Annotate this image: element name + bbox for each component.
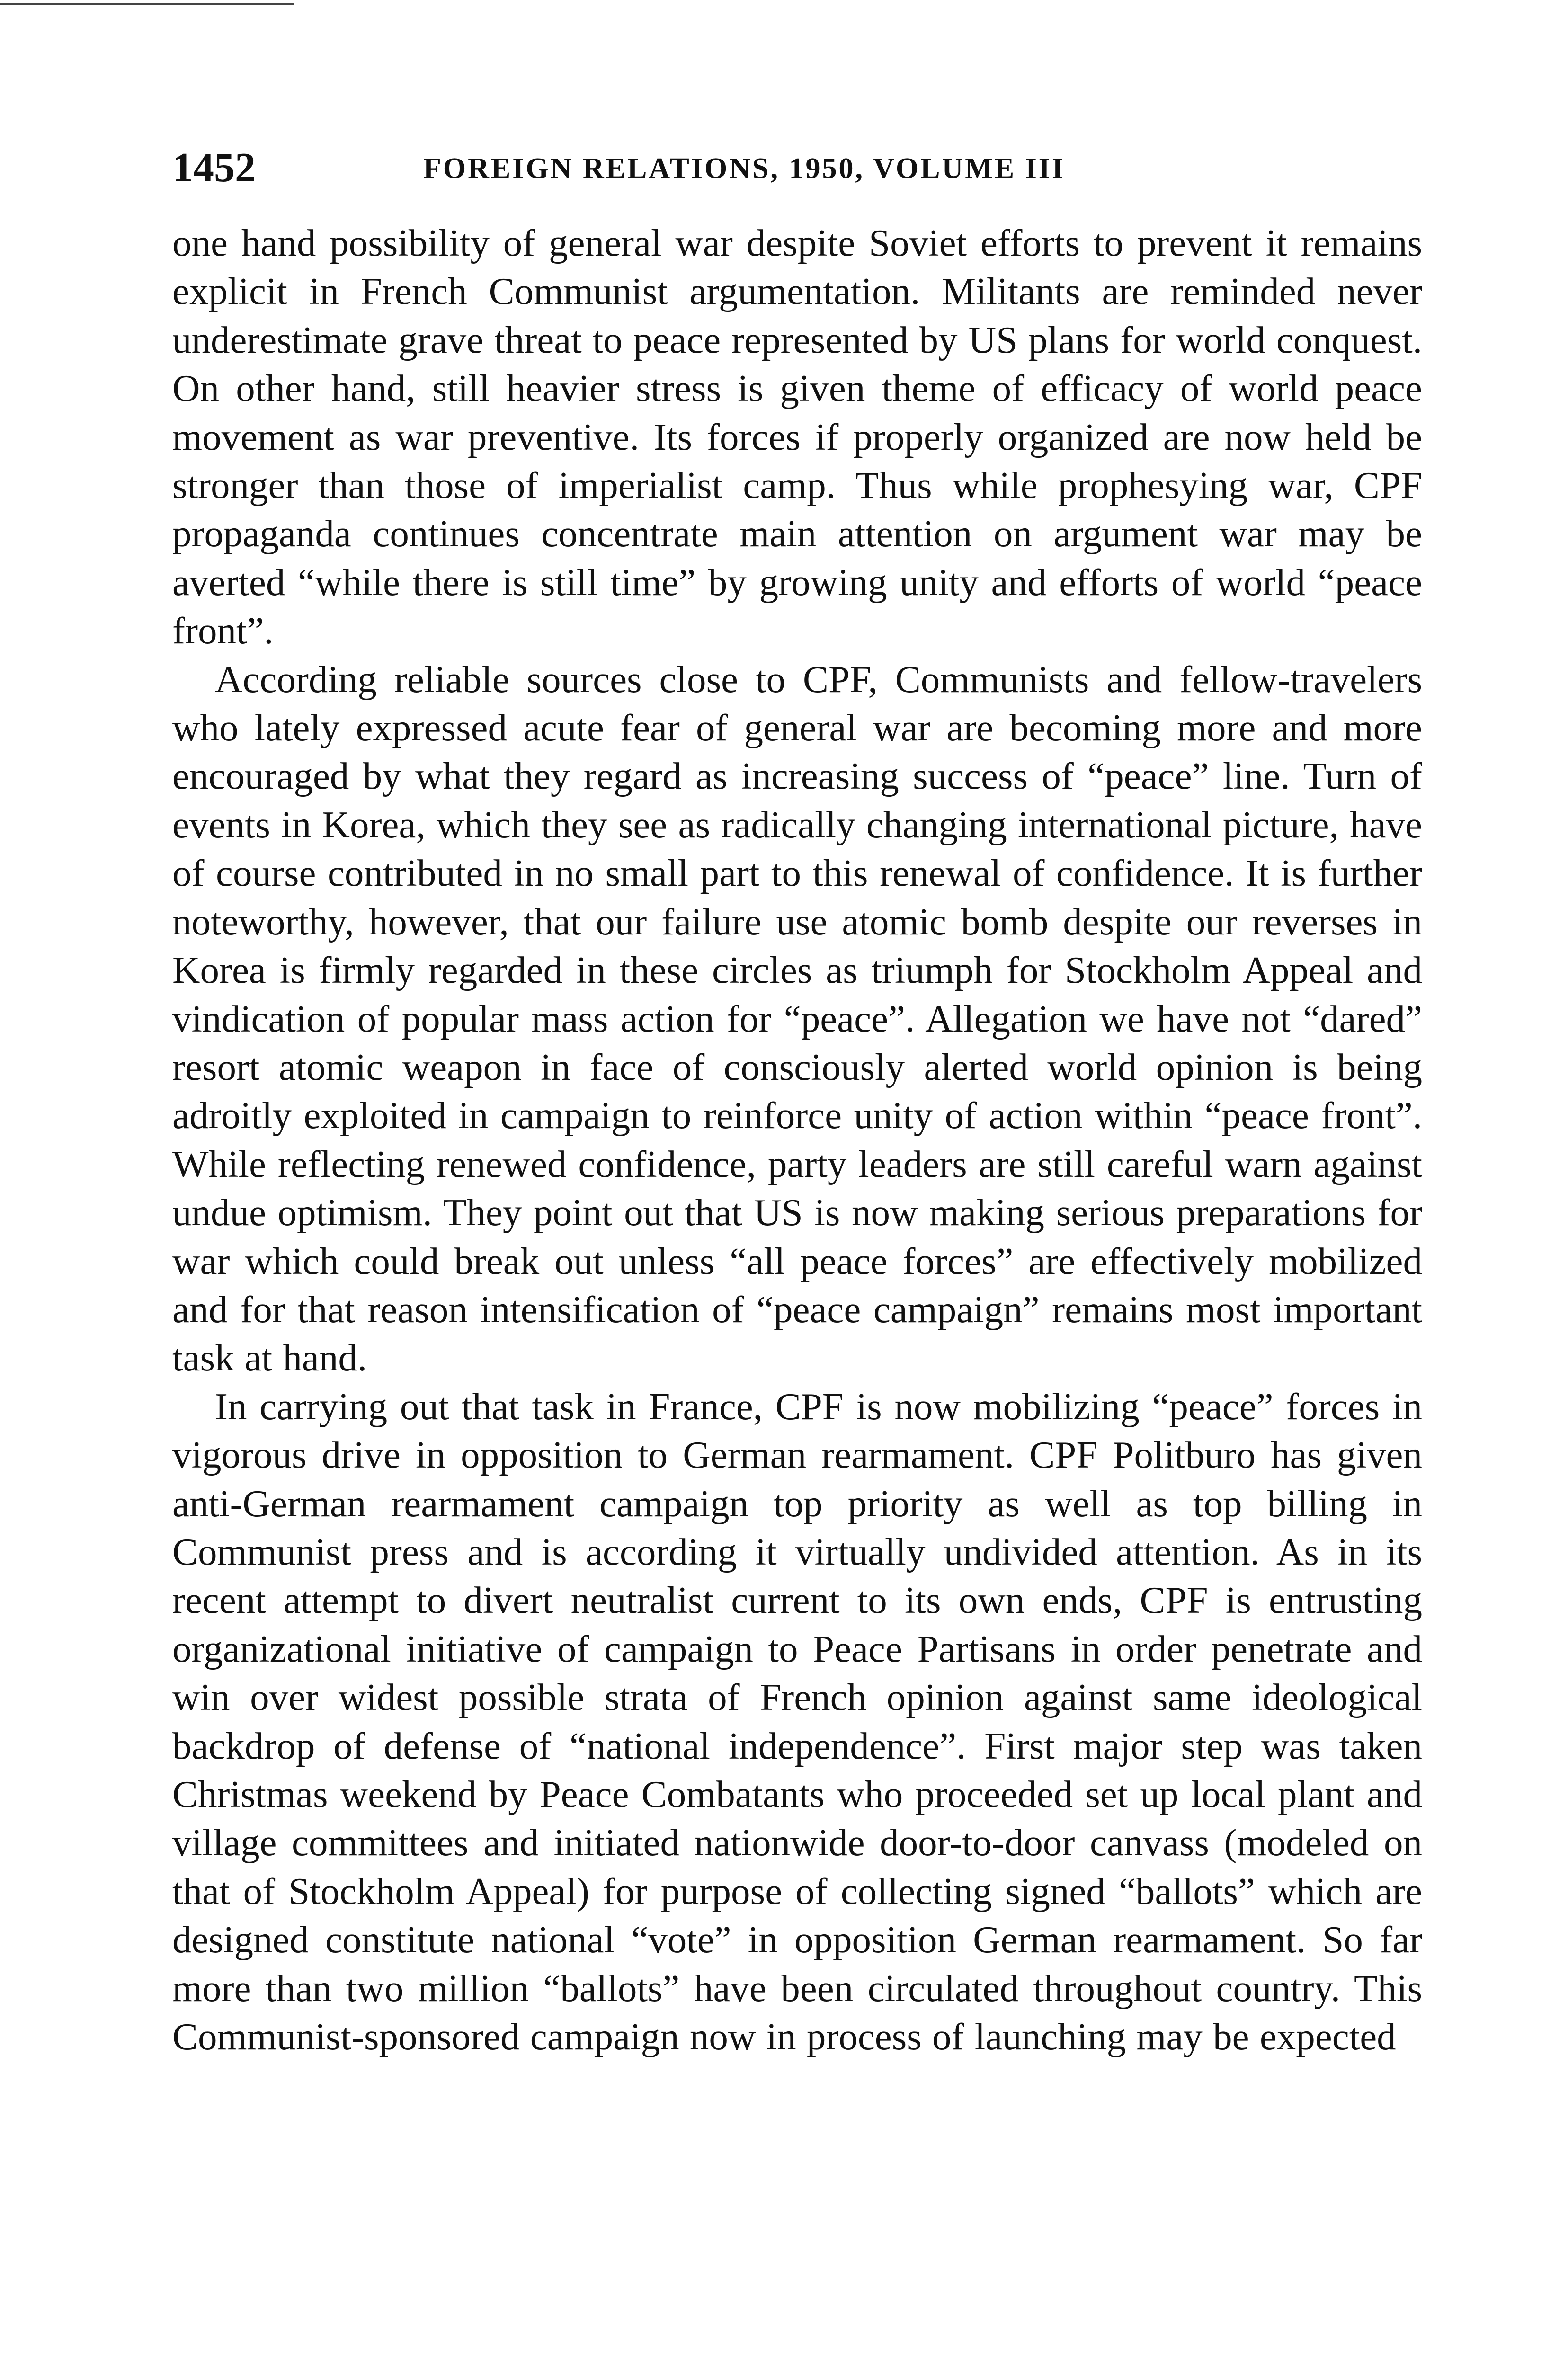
body-text bbox=[172, 219, 1422, 2061]
paragraph: In carrying out that task in France, CPF is now mobilizing “peace” forces in vigorous drive in opposition to German rearmament. CPF Politburo has given anti-German rearmament campaign top priority as well as top billing in Communist press and is according it virtually undivided attention. As in its recent attempt to divert neutralist current to its own ends, CPF is entrusting organizational initiative of campaign to Peace Partisans in order penetrate and win over widest possible strata of French opinion against same ideological backdrop of defense of “national independence”. First major step was taken Christmas weekend by Peace Combatants who proceeded set up local plant and village committees and initiated nationwide door-to-door canvass (modeled on that of Stockholm Appeal) for purpose of collecting signed “ballots” which are designed constitute national “vote” in opposition German rearmament. So far more than two million “ballots” have been circulated throughout country. This Communist-sponsored campaign now in process of launching may be expected bbox=[172, 1385, 1422, 2058]
paragraph-continued: one hand possibility of general war despite Soviet efforts to prevent it remains explicit in French Communist argumentation. Militants are reminded never underestimate grave threat to peace represented by US plans for world conquest. On other hand, still heavier stress is given theme of efficacy of world peace movement as war preventive. Its forces if properly organized are now held be stronger than those of imperialist camp. Thus while prophesying war, CPF propaganda continues concentrate main attention on argument war may be averted “while there is still time” by growing unity and efforts of world “peace front”. bbox=[172, 222, 1422, 652]
top-edge-rule bbox=[0, 3, 294, 5]
paragraph: According reliable sources close to CPF, Communists and fellow-travelers who lately expressed acute fear of general war are becoming more and more encouraged by what they regard as increasing success of “peace” line. Turn of events in Korea, which they see as radically changing international picture, have of course contributed in no small part to this renewal of confidence. It is further noteworthy, however, that our failure use atomic bomb despite our reverses in Korea is firmly regarded in these circles as triumph for Stockholm Appeal and vindication of popular mass action for “peace”. Allegation we have not “dared” resort atomic weapon in face of consciously alerted world opinion is being adroitly exploited in campaign to reinforce unity of action within “peace front”. While reflecting renewed confidence, party leaders are still careful warn against undue optimism. They point out that US is now making serious preparations for war which could break out unless “all peace forces” are effectively mobilized and for that reason intensification of “peace campaign” remains most important task at hand. bbox=[172, 658, 1422, 1379]
page-number: 1452 bbox=[172, 145, 256, 191]
running-title: FOREIGN RELATIONS, 1950, VOLUME III bbox=[423, 152, 1065, 185]
running-head bbox=[172, 142, 1432, 194]
